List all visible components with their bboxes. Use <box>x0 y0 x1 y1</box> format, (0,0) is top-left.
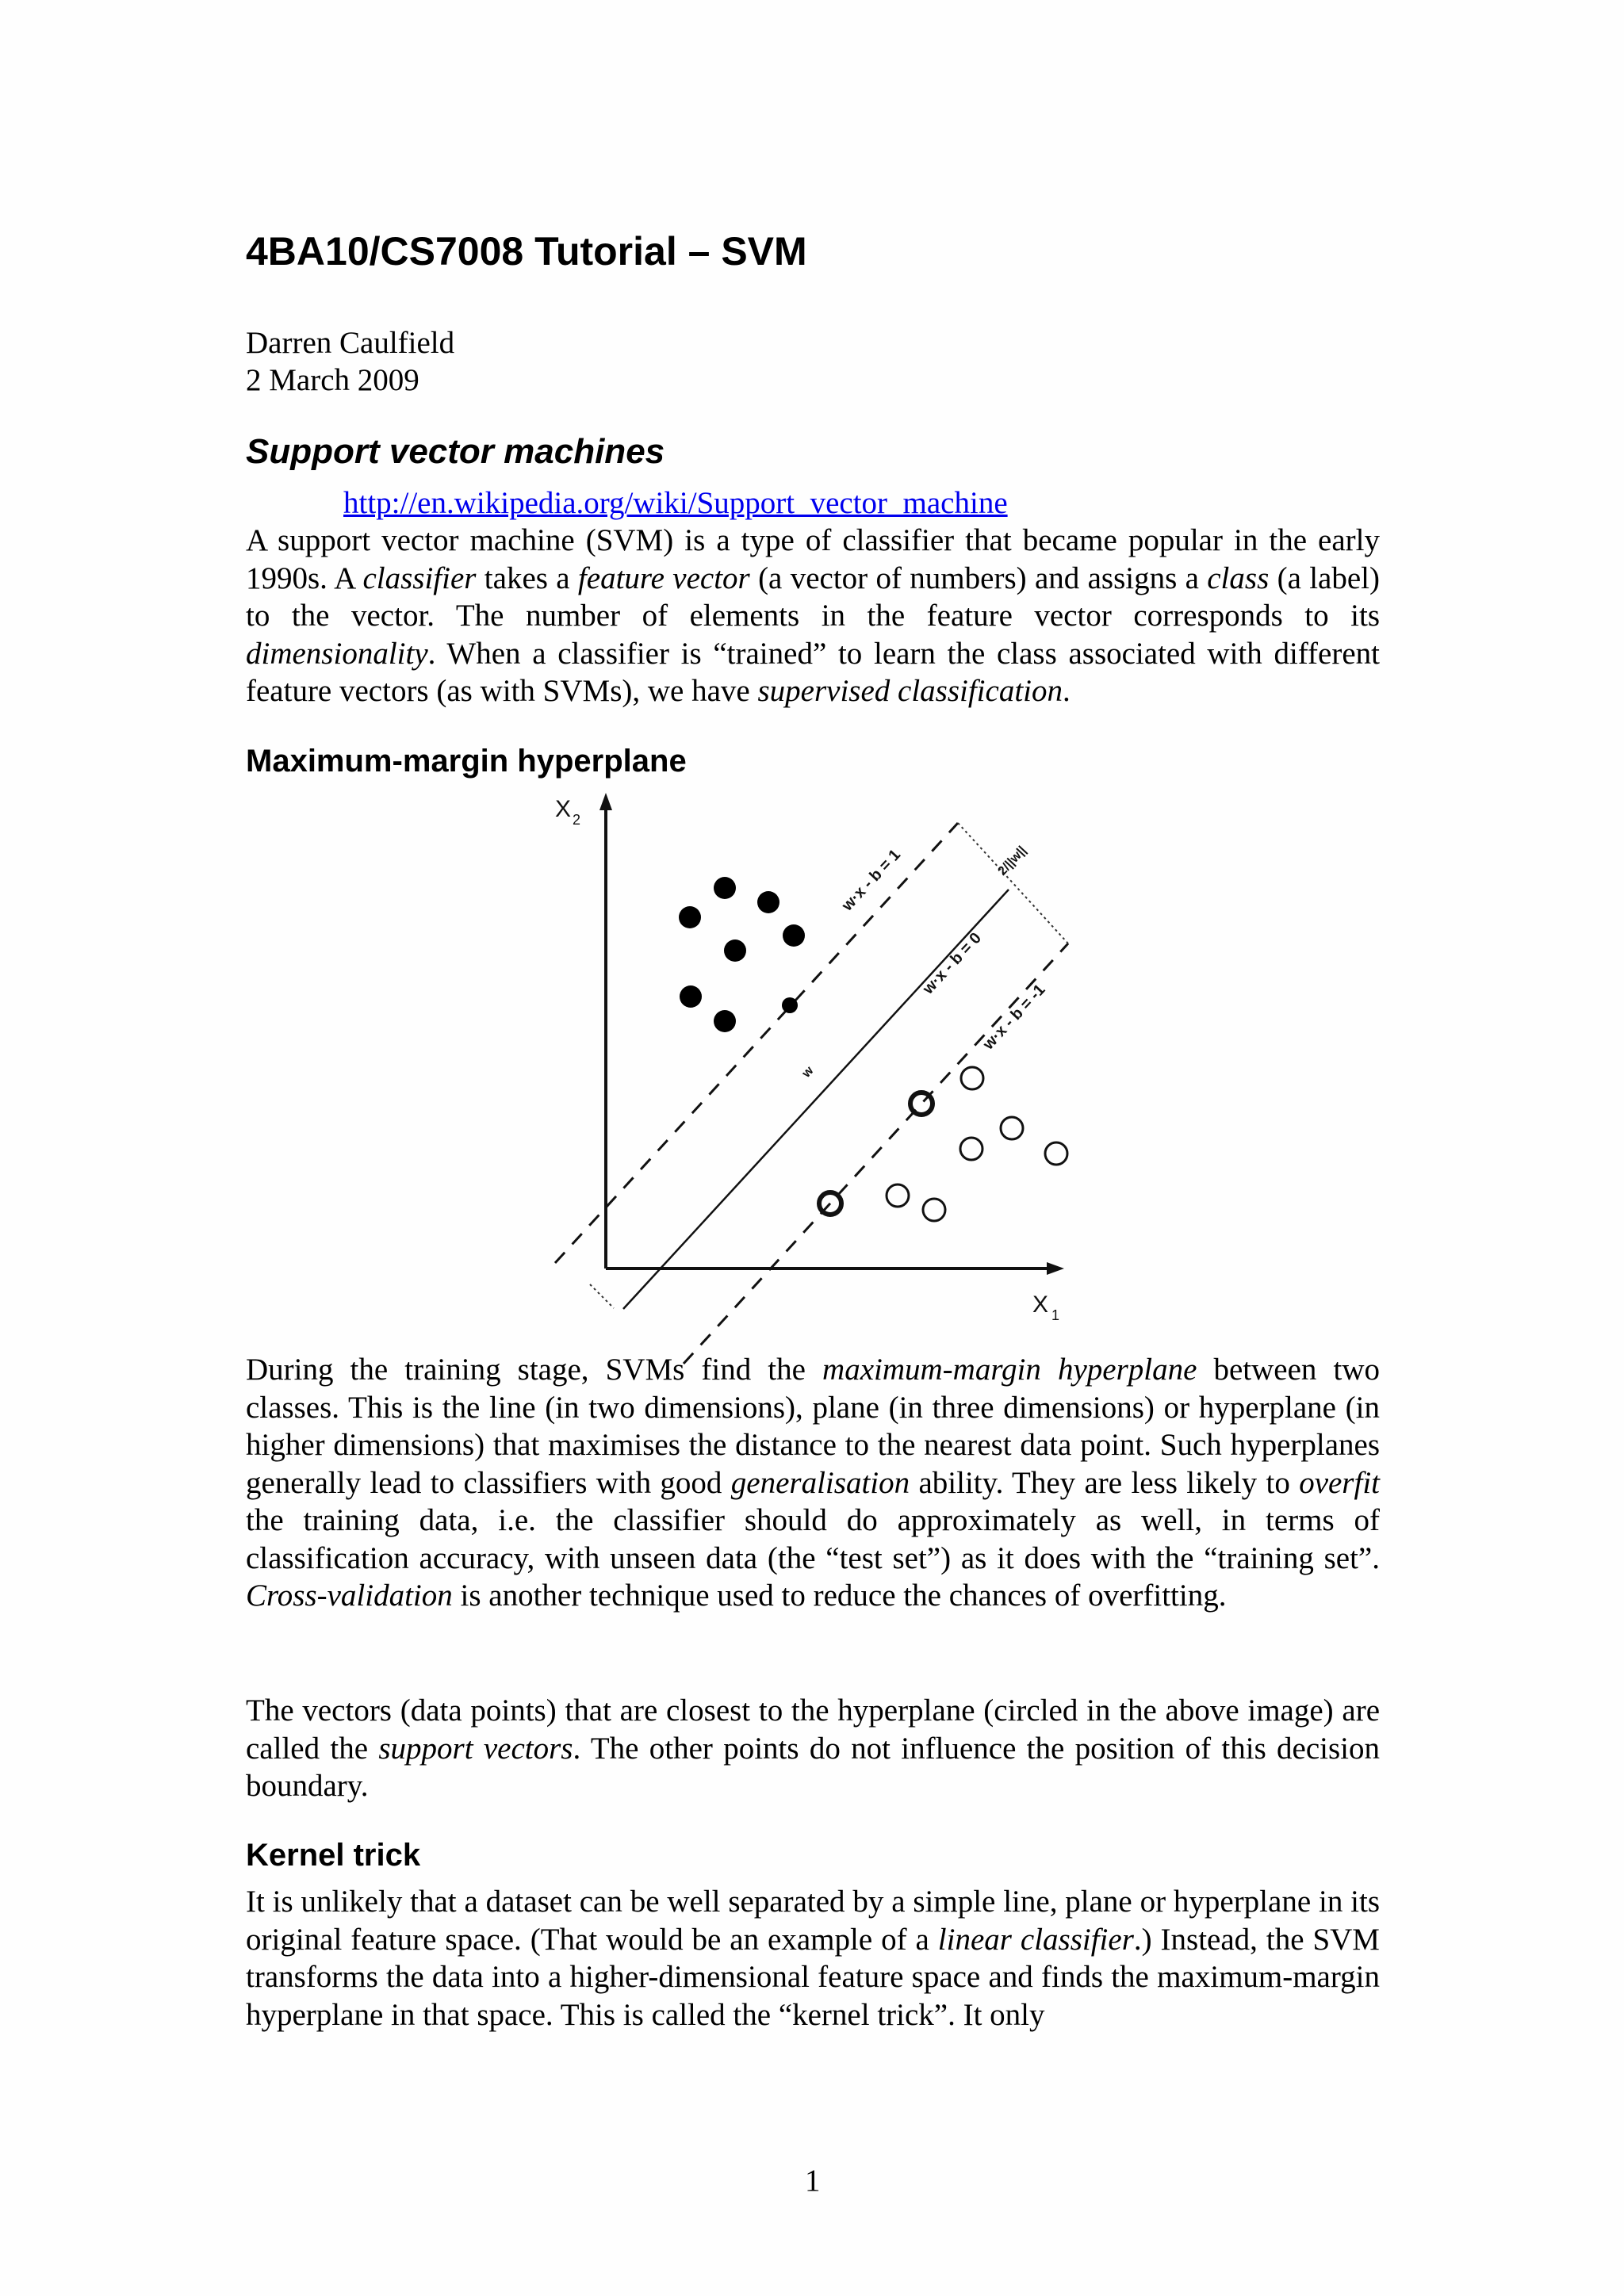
class-positive-points <box>679 877 805 1032</box>
margin-width-marker <box>590 823 1068 1308</box>
wikipedia-link[interactable]: http://en.wikipedia.org/wiki/Support_vector_machine <box>343 486 1008 520</box>
page-number: 1 <box>805 2164 821 2198</box>
y-axis-sub: 2 <box>573 812 581 828</box>
class-negative-points <box>819 1067 1067 1221</box>
x-axis-sub: 1 <box>1051 1307 1060 1323</box>
author: Darren Caulfield <box>246 326 455 360</box>
label-lower-margin: w·x - b = -1 <box>979 981 1049 1054</box>
x-axis-label: X <box>1032 1292 1049 1318</box>
document-title: 4BA10/CS7008 Tutorial – SVM <box>246 229 807 274</box>
heading-kernel-trick: Kernel trick <box>246 1838 421 1873</box>
margin-lines <box>555 823 1068 1364</box>
x-axis-arrow-icon <box>1047 1262 1064 1275</box>
label-normal: w <box>799 1064 817 1081</box>
y-axis-arrow-icon <box>599 793 612 810</box>
y-axis-label: X <box>555 796 572 822</box>
heading-maximum-margin-hyperplane: Maximum-margin hyperplane <box>246 744 687 779</box>
label-margin-width: 2/||w|| <box>995 844 1029 878</box>
paragraph-svm-intro: A support vector machine (SVM) is a type of classifier that became popular in the early 1990s. A classifier takes a feature vector (a vector of numbers) and assigns a class (a label) to the vector. The number of elements in the feature vector corresponds to its dimensionality. When a classifier is “trained” to learn the class associated with different feature vectors (as with SVMs), we have supervised classification. <box>246 523 1380 708</box>
label-upper-margin: w·x - b = 1 <box>838 846 904 915</box>
paragraph-kernel-trick: It is unlikely that a dataset can be well separated by a simple line, plane or hyperplane in its original feature space. (That would be an example of a linear classifier.) Instead, the SVM transforms the data into a higher-dimensional feature space and finds the maximum-margin hyperplane in that space. This is called the “kernel trick”. It only <box>246 1885 1380 2032</box>
svm-diagram <box>508 785 1110 1372</box>
paragraph-maximum-margin: During the training stage, SVMs find the maximum-margin hyperplane between two classes. This is the line (in two dimensions), plane (in three dimensions) or hyperplane (in higher dimensions) that maximises the distance to the nearest data point. Such hyperplanes generally lead to classifiers with good generalisation ability. They are less likely to overfit the training data, i.e. the classifier should do approximately as well, in terms of classification accuracy, with unseen data (the “test set”) as it does with the “training set”. Cross-validation is another technique used to reduce the chances of overfitting. <box>246 1353 1380 1613</box>
heading-support-vector-machines: Support vector machines <box>246 432 665 471</box>
label-hyperplane: w·x - b = 0 <box>919 929 985 998</box>
paragraph-support-vectors: The vectors (data points) that are closest to the hyperplane (circled in the above image) are called the support vectors. The other points do not influence the position of this decision boundary. <box>246 1693 1381 1803</box>
date: 2 March 2009 <box>246 363 419 397</box>
